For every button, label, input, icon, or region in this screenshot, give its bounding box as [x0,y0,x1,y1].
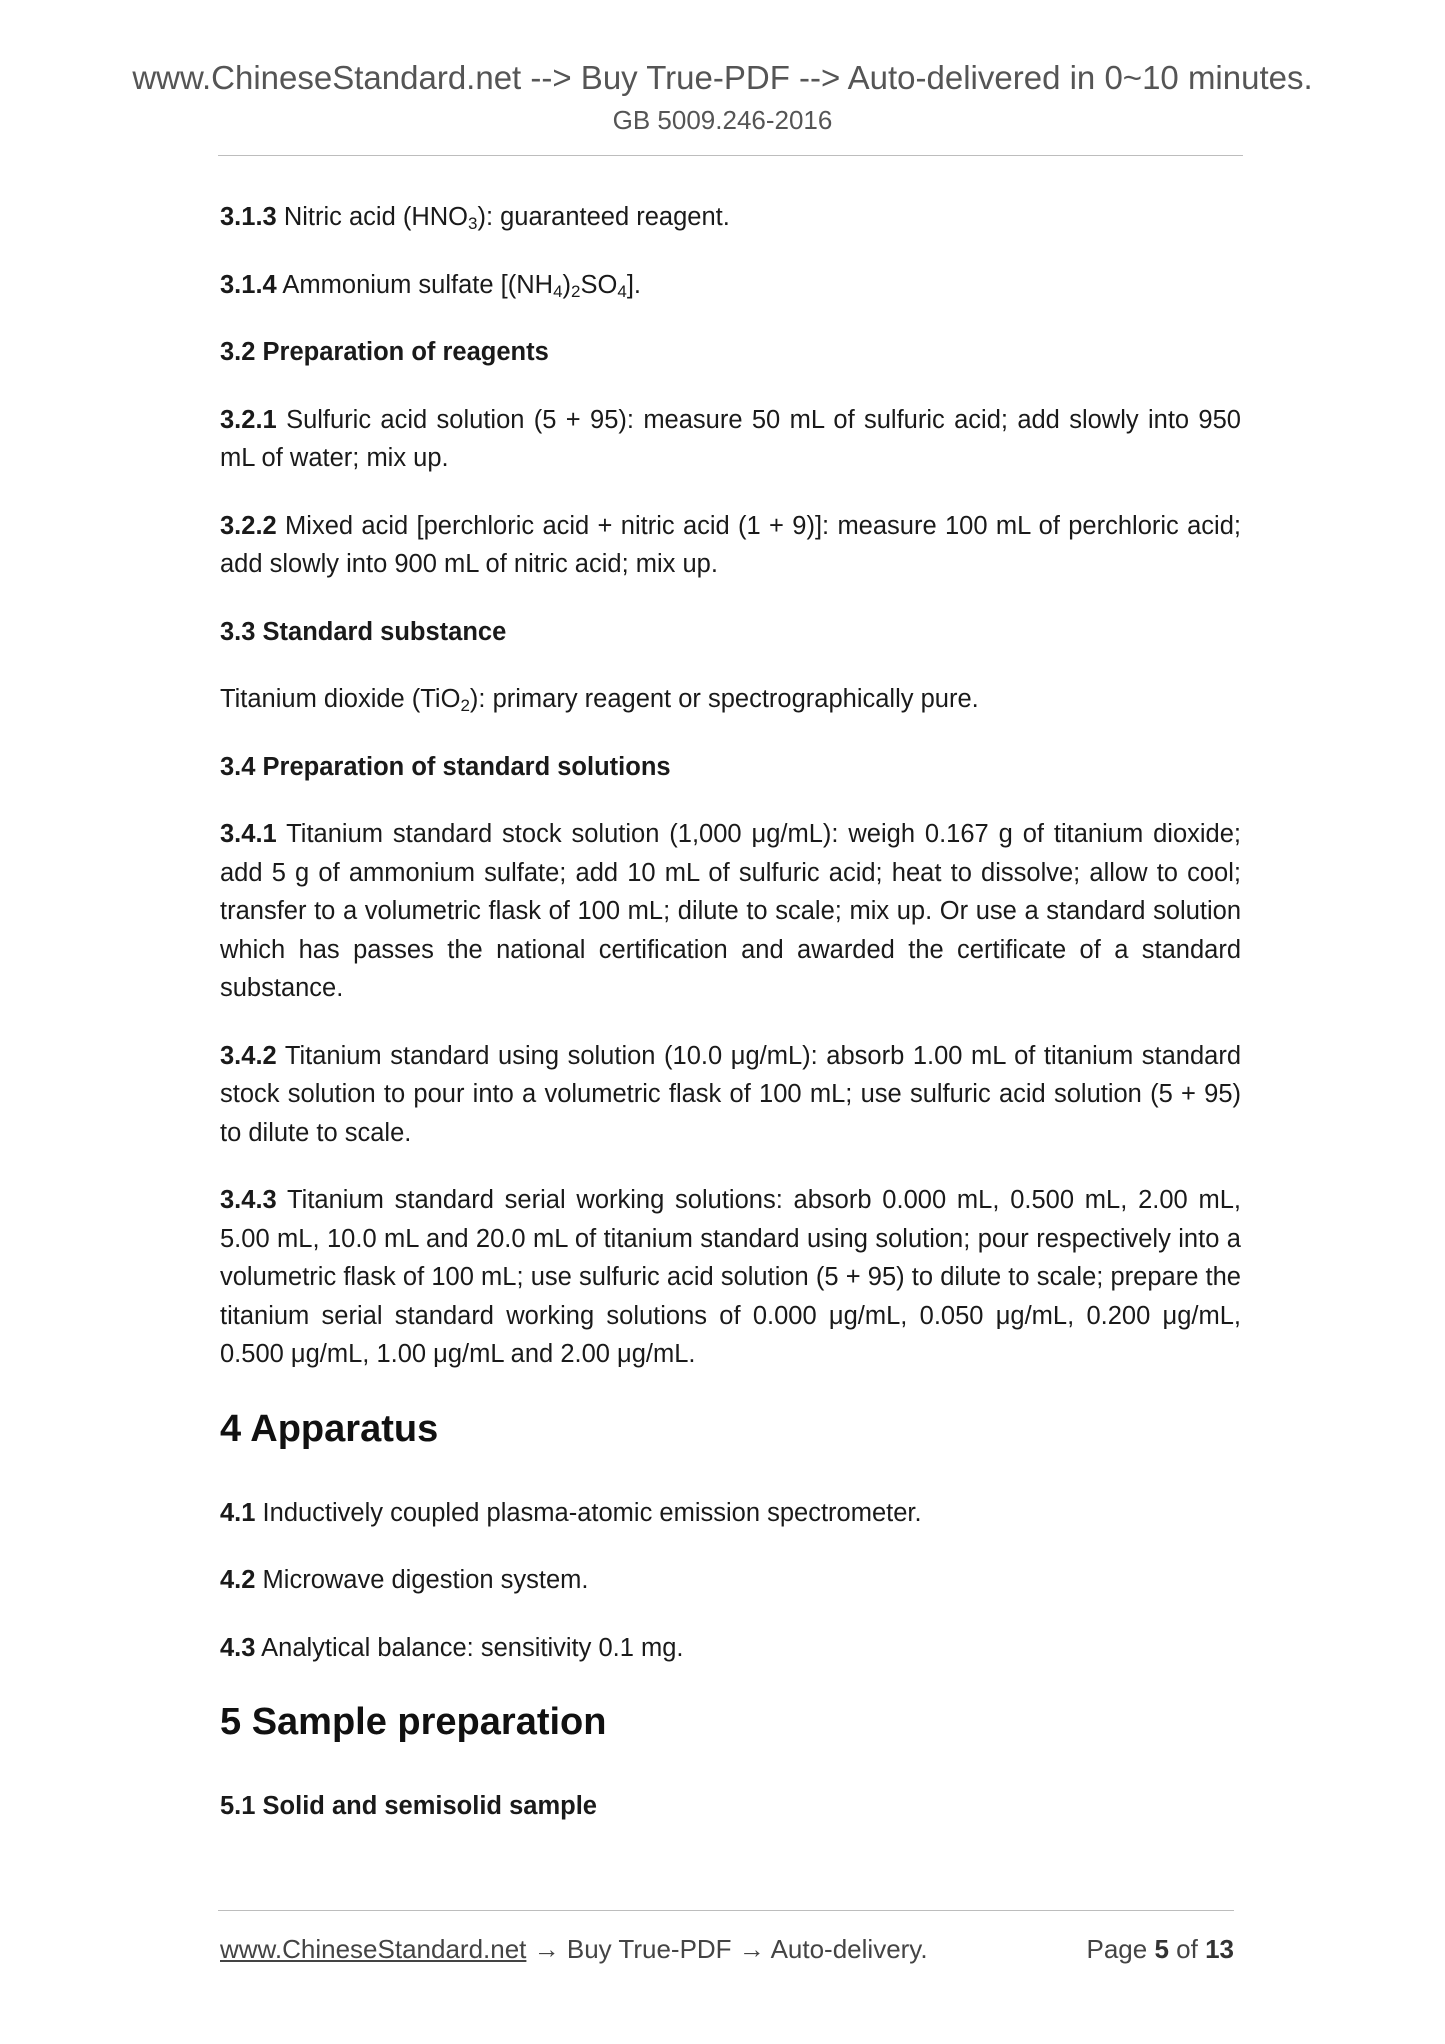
document-body [220,198,1241,1855]
clause-text: Ammonium sulfate [(NH [282,270,554,299]
footer-tagline: → Buy True-PDF → Auto-delivery. [526,1934,928,1964]
heading-text: 3.2 Preparation of reagents [220,338,549,366]
page-label: Page [1086,1934,1148,1964]
clause-number: 3.4.3 [220,1186,277,1214]
subscript: 2 [571,281,581,301]
page-indicator [1086,1932,1234,1966]
section-heading-3-4 [220,748,1241,787]
subscript: 4 [553,281,563,301]
clause-text: Microwave digestion system. [262,1566,589,1594]
clause-4-1 [220,1494,1241,1533]
clause-text: Inductively coupled plasma-atomic emission spectrometer. [262,1498,922,1527]
section-heading-3-2 [220,333,1241,372]
chapter-heading-5: 5 Sample preparation [220,1701,607,1743]
clause-text: Titanium standard serial working solutions: absorb 0.000 mL, 0.500 mL, 2.00 mL, 5.00 mL, 10.0 mL and 20.0 mL of titanium standard using solution; pour respectively into a volumetric flask of 100 mL; use sulfuric acid solution (5 + 95) to dilute to scale; prepare the titanium serial standard working solutions of 0.000 μg/mL, 0.050 μg/mL, 0.200 μg/mL, 0.500 μg/mL, 1.00 μg/mL and 2.00 μg/mL. [220,1186,1242,1368]
clause-text: ]. [626,270,641,299]
total-pages: 13 [1205,1934,1234,1964]
clause-text: Mixed acid [perchloric acid + nitric acid (1 + 9)]: measure 100 mL of perchloric acid; add slowly into 900 mL of nitric acid; mix up. [220,511,1241,578]
section-heading-3-3 [220,613,1241,652]
clause-4-3 [220,1629,1241,1668]
clause-number: 3.1.4 [220,270,277,299]
clause-3-3-text [220,680,1241,719]
header-divider [218,155,1243,156]
clause-number: 3.1.3 [220,203,277,231]
clause-4-2 [220,1561,1241,1600]
clause-text: Titanium dioxide (TiO [220,685,461,713]
clause-number: 3.2.2 [220,511,277,540]
clause-3-4-1 [220,815,1241,1008]
clause-3-4-3 [220,1181,1241,1374]
document-number: GB 5009.246-2016 [612,105,833,135]
clause-text: Nitric acid (HNO [283,203,468,231]
clause-number: 4.1 [220,1498,256,1527]
clause-text: Sulfuric acid solution (5 + 95): measure 50 mL of sulfuric acid; add slowly into 950 mL of water; mix up. [220,405,1241,472]
clause-3-1-4 [220,266,1241,305]
heading-text: 3.3 Standard substance [220,617,507,646]
heading-text: 5.1 Solid and semisolid sample [220,1792,597,1820]
clause-3-2-2 [220,507,1241,584]
clause-number: 4.2 [220,1566,256,1594]
clause-text: ) [562,270,572,299]
header-banner: www.ChineseStandard.net --> Buy True-PDF --> Auto-delivered in 0~10 minutes. [132,59,1313,96]
footer-site-link[interactable]: www.ChineseStandard.net [220,1934,527,1964]
section-heading-5-1 [220,1787,1241,1826]
clause-text: SO [580,270,618,299]
clause-3-2-1 [220,401,1241,478]
clause-text: Titanium standard stock solution (1,000 μg/mL): weigh 0.167 g of titanium dioxide; add 5 g of ammonium sulfate; add 10 mL of sulfuric acid; heat to dissolve; allow to cool; transfer to a volumetric flask of 100 mL; dilute to scale; mix up. Or use a standard solution which has passes the national certification and awarded the certificate of a standard substance. [220,820,1241,1002]
clause-text: Analytical balance: sensitivity 0.1 mg. [261,1633,684,1662]
subscript: 4 [617,281,627,301]
subscript: 2 [460,696,470,715]
footer-divider [218,1910,1234,1911]
page-footer [220,1932,1234,1966]
page-number: 5 [1154,1934,1169,1964]
clause-text: Titanium standard using solution (10.0 μg/mL): absorb 1.00 mL of titanium standard stock solution to pour into a volumetric flask of 100 mL; use sulfuric acid solution (5 + 95) to dilute to scale. [220,1041,1242,1147]
heading-text: 3.4 Preparation of standard solutions [220,752,671,781]
clause-number: 3.2.1 [220,405,277,434]
clause-number: 3.4.2 [220,1041,277,1070]
subscript: 3 [468,214,478,233]
clause-text: ): guaranteed reagent. [477,203,730,231]
clause-3-1-3 [220,198,1241,237]
clause-number: 3.4.1 [220,820,277,848]
of-label: of [1176,1934,1198,1964]
clause-number: 4.3 [220,1633,256,1662]
clause-text: ): primary reagent or spectrographically pure. [469,685,979,713]
chapter-heading-4: 4 Apparatus [220,1407,439,1450]
clause-3-4-2 [220,1037,1241,1153]
